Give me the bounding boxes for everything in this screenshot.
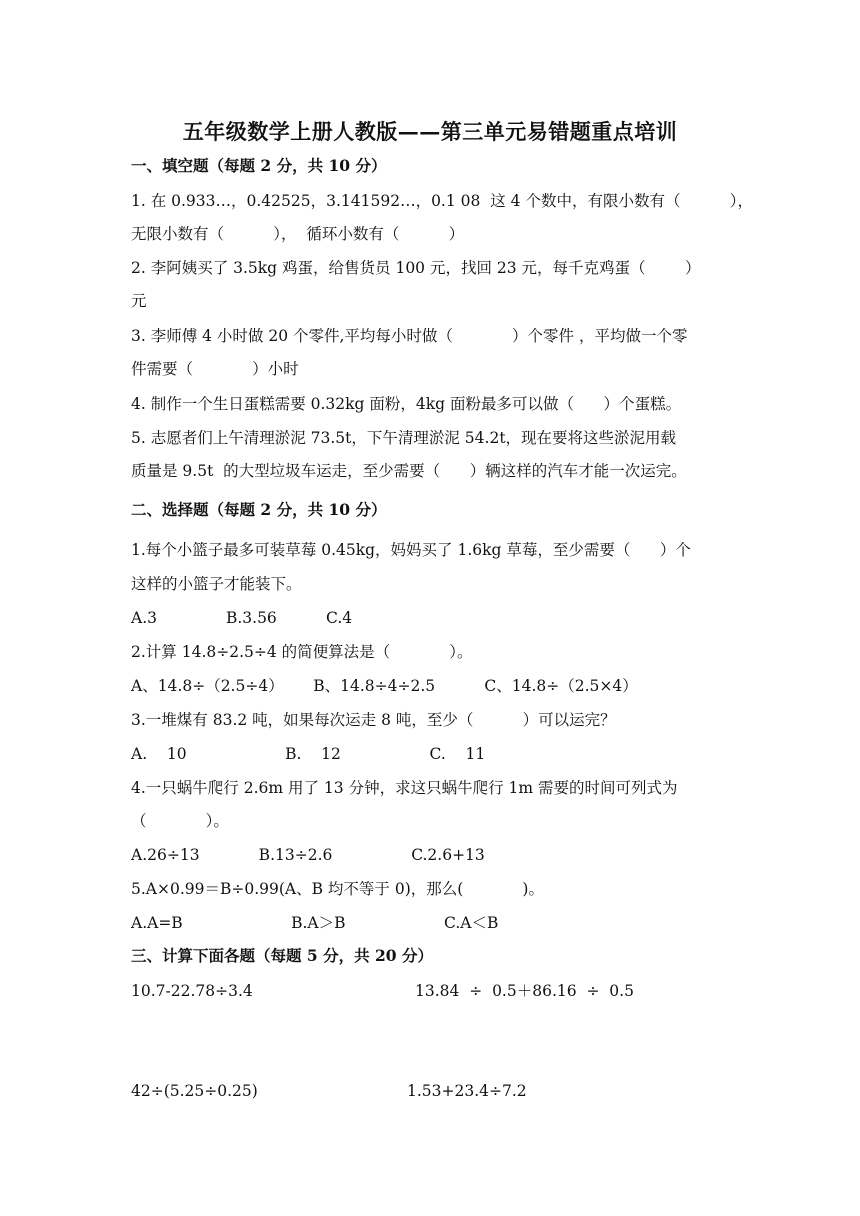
choice-q5: 5.A×0.99＝B÷0.99(A、B 均不等于 0)，那么( )。 [131, 880, 544, 898]
page-title: 五年级数学上册人教版——第三单元易错题重点培训 [182, 119, 678, 144]
section-3-heading: 三、计算下面各题（每题 5 分，共 20 分） [131, 946, 433, 965]
fill-q3-line2: 件需要（ ）小时 [131, 360, 299, 378]
choice-q3: 3.一堆煤有 83.2 吨，如果每次运走 8 吨，至少（ ）可以运完？ [131, 711, 616, 729]
calc-expression-4: 1.53+23.4÷7.2 [407, 1082, 527, 1100]
calc-expression-1: 10.7-22.78÷3.4 [131, 982, 253, 1000]
fill-q1-line1: 1. 在 0.933…，0.42525，3.141592…，0.1 08 这 4 个数中，有限小数有（ ）， [131, 192, 753, 210]
fill-q3-line1: 3. 李师傅 4 小时做 20 个零件,平均每小时做（ ）个零件 ，平均做一个零 [131, 327, 688, 345]
choice-q4-options: A.26÷13 B.13÷2.6 C.2.6+13 [131, 846, 485, 864]
fill-q5-line2: 质量是 9.5t 的大型垃圾车运走，至少需要（ ）辆这样的汽车才能一次运完。 [131, 462, 687, 480]
choice-q1-line1: 1.每个小篮子最多可装草莓 0.45kg，妈妈买了 1.6kg 草莓，至少需要（ ）个 [131, 541, 691, 559]
fill-q1-line2: 无限小数有（ ）， 循环小数有（ ） [131, 225, 465, 243]
choice-q4-line2: （ ）。 [131, 812, 229, 830]
choice-q2: 2.计算 14.8÷2.5÷4 的简便算法是（ ）。 [131, 643, 473, 661]
fill-q5-line1: 5. 志愿者们上午清理淤泥 73.5t，下午清理淤泥 54.2t，现在要将这些淤泥用载 [131, 429, 677, 447]
calc-expression-2: 13.84 ÷ 0.5＋86.16 ÷ 0.5 [415, 982, 634, 1000]
choice-q3-options: A. 10 B. 12 C. 11 [131, 745, 486, 763]
fill-q2-line2: 元 [131, 292, 147, 310]
choice-q1-line2: 这样的小篮子才能装下。 [131, 575, 302, 593]
choice-q5-options: A.A=B B.A＞B C.A＜B [131, 914, 499, 932]
choice-q1-options: A.3 B.3.56 C.4 [131, 609, 353, 627]
section-2-heading: 二、选择题（每题 2 分，共 10 分） [131, 500, 387, 519]
choice-q2-options: A、14.8÷（2.5÷4） B、14.8÷4÷2.5 C、14.8÷（2.5×4） [131, 677, 638, 695]
calc-expression-3: 42÷(5.25÷0.25) [131, 1082, 258, 1100]
choice-q4-line1: 4.一只蜗牛爬行 2.6m 用了 13 分钟，求这只蜗牛爬行 1m 需要的时间可列式为 [131, 779, 678, 797]
section-1-heading: 一、填空题（每题 2 分，共 10 分） [131, 156, 387, 175]
fill-q2-line1: 2. 李阿姨买了 3.5kg 鸡蛋，给售货员 100 元，找回 23 元，每千克鸡蛋（ ） [131, 259, 701, 277]
fill-q4: 4. 制作一个生日蛋糕需要 0.32kg 面粉，4kg 面粉最多可以做（ ）个蛋糕。 [131, 395, 682, 413]
